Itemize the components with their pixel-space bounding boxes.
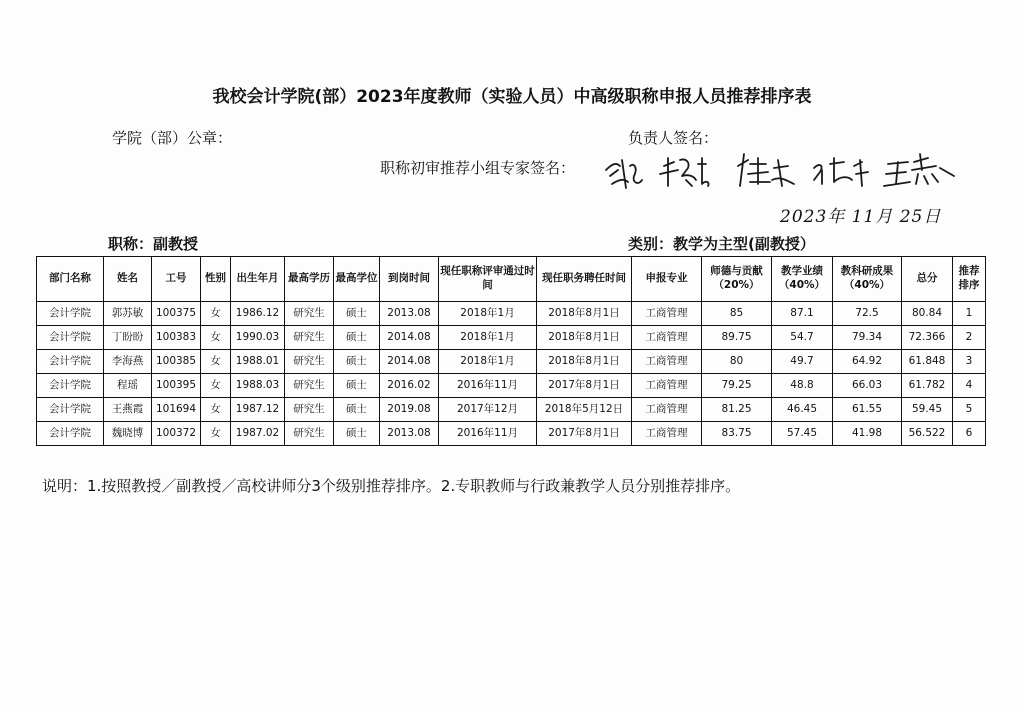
table-cell: 59.45 — [902, 398, 953, 422]
column-header: 部门名称 — [37, 257, 104, 302]
column-header: 到岗时间 — [380, 257, 439, 302]
table-cell: 女 — [201, 374, 231, 398]
table-cell: 2016年11月 — [439, 374, 537, 398]
table-cell: 会计学院 — [37, 398, 104, 422]
table-cell: 2018年1月 — [439, 326, 537, 350]
table-cell: 2013.08 — [380, 422, 439, 446]
table-cell: 89.75 — [702, 326, 772, 350]
table-cell: 57.45 — [772, 422, 833, 446]
column-header: 师德与贡献（20%） — [702, 257, 772, 302]
table-cell: 79.25 — [702, 374, 772, 398]
table-cell: 1986.12 — [231, 302, 285, 326]
table-row — [37, 302, 986, 326]
table-cell: 1990.03 — [231, 326, 285, 350]
table-cell: 2018年5月12日 — [537, 398, 632, 422]
table-cell: 64.92 — [833, 350, 902, 374]
table-cell: 87.1 — [772, 302, 833, 326]
table-cell: 2014.08 — [380, 350, 439, 374]
table-cell: 2014.08 — [380, 326, 439, 350]
table-cell: 2017年8月1日 — [537, 422, 632, 446]
table-cell: 79.34 — [833, 326, 902, 350]
column-header: 推荐排序 — [953, 257, 986, 302]
table-cell: 女 — [201, 398, 231, 422]
table-cell: 女 — [201, 350, 231, 374]
table-cell: 魏晓博 — [104, 422, 152, 446]
table-cell: 1988.03 — [231, 374, 285, 398]
table-cell: 1 — [953, 302, 986, 326]
table-cell: 工商管理 — [632, 302, 702, 326]
table-cell: 硕士 — [334, 374, 380, 398]
table-cell: 85 — [702, 302, 772, 326]
table-cell: 2017年12月 — [439, 398, 537, 422]
table-cell: 81.25 — [702, 398, 772, 422]
table-cell: 61.848 — [902, 350, 953, 374]
column-header: 最高学历 — [285, 257, 334, 302]
experts-signature-label: 职称初审推荐小组专家签名： — [380, 159, 576, 177]
table-cell: 工商管理 — [632, 398, 702, 422]
table-cell: 2018年8月1日 — [537, 326, 632, 350]
table-cell: 工商管理 — [632, 326, 702, 350]
table-cell: 100383 — [152, 326, 201, 350]
handwritten-signatures — [598, 140, 968, 200]
table-cell: 女 — [201, 302, 231, 326]
table-cell: 研究生 — [285, 398, 334, 422]
table-cell: 会计学院 — [37, 374, 104, 398]
column-header: 教科研成果（40%） — [833, 257, 902, 302]
table-cell: 2018年8月1日 — [537, 350, 632, 374]
table-cell: 2019.08 — [380, 398, 439, 422]
candidate-table-container — [36, 256, 986, 446]
table-cell: 会计学院 — [37, 422, 104, 446]
table-row — [37, 422, 986, 446]
table-cell: 研究生 — [285, 350, 334, 374]
table-cell: 2016.02 — [380, 374, 439, 398]
table-cell: 3 — [953, 350, 986, 374]
table-cell: 100385 — [152, 350, 201, 374]
table-cell: 72.5 — [833, 302, 902, 326]
table-row — [37, 326, 986, 350]
notes: 说明：1.按照教授／副教授／高校讲师分3个级别推荐排序。2.专职教师与行政兼教学人员分别推荐排序。 — [42, 477, 741, 495]
table-cell: 程瑶 — [104, 374, 152, 398]
table-body — [37, 302, 986, 446]
table-cell: 61.782 — [902, 374, 953, 398]
table-header-row — [37, 257, 986, 302]
table-cell: 女 — [201, 422, 231, 446]
table-cell: 80 — [702, 350, 772, 374]
table-cell: 4 — [953, 374, 986, 398]
table-cell: 硕士 — [334, 326, 380, 350]
table-cell: 硕士 — [334, 422, 380, 446]
table-cell: 61.55 — [833, 398, 902, 422]
table-cell: 66.03 — [833, 374, 902, 398]
table-cell: 李海燕 — [104, 350, 152, 374]
table-cell: 101694 — [152, 398, 201, 422]
table-cell: 研究生 — [285, 302, 334, 326]
table-cell: 2018年1月 — [439, 302, 537, 326]
table-cell: 2016年11月 — [439, 422, 537, 446]
table-cell: 硕士 — [334, 350, 380, 374]
seal-label: 学院（部）公章： — [112, 129, 233, 147]
table-cell: 王燕霞 — [104, 398, 152, 422]
table-cell: 会计学院 — [37, 350, 104, 374]
table-cell: 会计学院 — [37, 302, 104, 326]
leader-signature-label: 负责人签名： — [628, 129, 719, 147]
column-header: 申报专业 — [632, 257, 702, 302]
table-cell: 1987.12 — [231, 398, 285, 422]
table-cell: 49.7 — [772, 350, 833, 374]
table-cell: 41.98 — [833, 422, 902, 446]
table-row — [37, 398, 986, 422]
title-category: 类别：教学为主型(副教授） — [628, 235, 815, 253]
table-cell: 研究生 — [285, 326, 334, 350]
table-cell: 1987.02 — [231, 422, 285, 446]
candidate-table — [36, 256, 986, 446]
table-cell: 2018年1月 — [439, 350, 537, 374]
column-header: 现任职称评审通过时间 — [439, 257, 537, 302]
table-cell: 研究生 — [285, 422, 334, 446]
table-cell: 2013.08 — [380, 302, 439, 326]
table-cell: 2018年8月1日 — [537, 302, 632, 326]
table-cell: 46.45 — [772, 398, 833, 422]
column-header: 性别 — [201, 257, 231, 302]
table-cell: 80.84 — [902, 302, 953, 326]
table-row — [37, 374, 986, 398]
table-cell: 56.522 — [902, 422, 953, 446]
table-cell: 5 — [953, 398, 986, 422]
table-cell: 郭苏敏 — [104, 302, 152, 326]
table-cell: 1988.01 — [231, 350, 285, 374]
title-rank: 职称：副教授 — [108, 235, 199, 253]
table-cell: 54.7 — [772, 326, 833, 350]
table-cell: 83.75 — [702, 422, 772, 446]
table-cell: 女 — [201, 326, 231, 350]
table-cell: 硕士 — [334, 302, 380, 326]
table-cell: 100375 — [152, 302, 201, 326]
table-cell: 2017年8月1日 — [537, 374, 632, 398]
table-row — [37, 350, 986, 374]
table-cell: 研究生 — [285, 374, 334, 398]
table-cell: 2 — [953, 326, 986, 350]
column-header: 总分 — [902, 257, 953, 302]
column-header: 工号 — [152, 257, 201, 302]
column-header: 姓名 — [104, 257, 152, 302]
table-cell: 硕士 — [334, 398, 380, 422]
table-cell: 丁盼盼 — [104, 326, 152, 350]
column-header: 出生年月 — [231, 257, 285, 302]
table-cell: 72.366 — [902, 326, 953, 350]
table-cell: 工商管理 — [632, 422, 702, 446]
column-header: 现任职务聘任时间 — [537, 257, 632, 302]
table-cell: 工商管理 — [632, 374, 702, 398]
signature-date: 2023年 11月 25日 — [780, 207, 942, 227]
column-header: 最高学位 — [334, 257, 380, 302]
column-header: 教学业绩（40%） — [772, 257, 833, 302]
table-cell: 100395 — [152, 374, 201, 398]
table-cell: 会计学院 — [37, 326, 104, 350]
page-title: 我校会计学院(部）2023年度教师（实验人员）中高级职称申报人员推荐排序表 — [212, 87, 812, 107]
table-cell: 48.8 — [772, 374, 833, 398]
table-cell: 工商管理 — [632, 350, 702, 374]
table-cell: 6 — [953, 422, 986, 446]
table-cell: 100372 — [152, 422, 201, 446]
